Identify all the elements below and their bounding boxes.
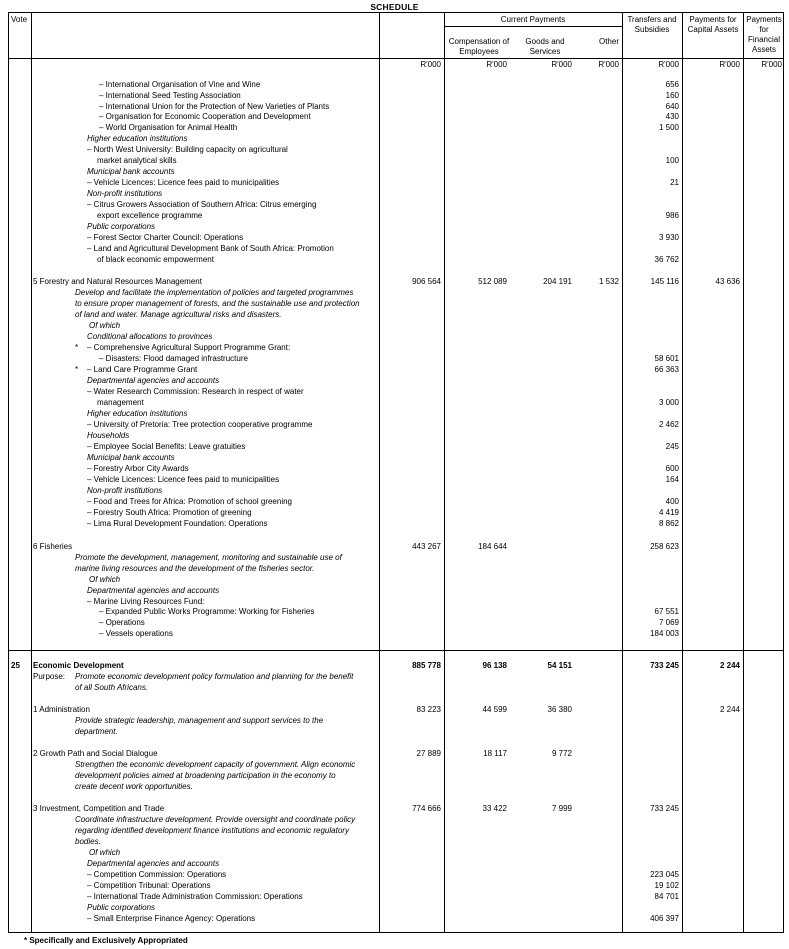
row-label: regarding identified development finance institutions and economic regulatory (75, 826, 349, 835)
row-label: development policies aimed at broadening participation in the economy to (75, 771, 336, 780)
row-label: – Forestry Arbor City Awards (87, 464, 189, 473)
row-label: Develop and facilitate the implementation of policies and targeted programmes (75, 288, 354, 297)
cell-total: 906 564 (412, 277, 441, 286)
cell-cap: 43 636 (715, 277, 740, 286)
row-label: Provide strategic leadership, management and support services to the (75, 716, 324, 725)
row-label: Strengthen the economic development capacity of government. Align economic (75, 760, 356, 769)
row-label: – Disasters: Flood damaged infrastructure (99, 354, 248, 363)
cell-total: 27 889 (416, 749, 441, 758)
unit-goods: R'000 (551, 60, 572, 69)
cell-tr: 160 (665, 91, 679, 100)
row-label: Purpose: (33, 672, 66, 681)
cell-tr: 986 (665, 211, 679, 220)
cell-goods: 7 999 (551, 804, 572, 813)
cell-tr: 67 551 (654, 607, 679, 616)
row-label: bodies. (75, 837, 101, 846)
cell-tr: 3 000 (658, 398, 679, 407)
cell-tr: 21 (670, 178, 679, 187)
row-label: Higher education institutions (87, 409, 188, 418)
row-label: – Operations (99, 618, 145, 627)
row-label: – Vehicle Licences: Licence fees paid to municipalities (87, 178, 280, 187)
cell-cap: 2 244 (719, 705, 740, 714)
row-label: 1 Administration (33, 705, 90, 714)
vote-number: 25 (11, 661, 20, 670)
unit-transfers: R'000 (658, 60, 679, 69)
schedule-title: SCHEDULE (370, 2, 419, 12)
row-label: Promote economic development policy formulation and planning for the benefit (75, 672, 354, 681)
footnote: * Specifically and Exclusively Appropriated (24, 936, 188, 945)
cell-comp: 512 089 (478, 277, 507, 286)
cell-tr: 66 363 (654, 365, 679, 374)
appropriation-marker: * (75, 343, 79, 352)
cell-tr: 400 (665, 497, 679, 506)
row-label: Non-profit institutions (87, 189, 163, 198)
cell-tr: 145 116 (650, 277, 679, 286)
row-label: Coordinate infrastructure development. Provide oversight and coordinate policy (75, 815, 356, 824)
row-label: – Organisation for Economic Cooperation and Development (99, 112, 311, 121)
row-label: Municipal bank accounts (87, 453, 175, 462)
unit-other: R'000 (598, 60, 619, 69)
cell-tr: 656 (665, 80, 679, 89)
cell-goods: 36 380 (547, 705, 572, 714)
row-label: Municipal bank accounts (87, 167, 175, 176)
cell-tr: 19 102 (654, 881, 679, 890)
cell-tr: 36 762 (654, 255, 679, 264)
row-label: – Forestry South Africa: Promotion of greening (87, 508, 252, 517)
cell-tr: 58 601 (654, 354, 679, 363)
row-label: Economic Development (33, 661, 124, 670)
row-label: – Food and Trees for Africa: Promotion of school greening (87, 497, 293, 506)
cell-tr: 733 245 (650, 804, 679, 813)
row-label: – International Trade Administration Commission: Operations (87, 892, 303, 901)
cell-tr: 4 419 (658, 508, 679, 517)
cell-cap: 2 244 (719, 661, 740, 670)
row-label: – Competition Tribunal: Operations (87, 881, 211, 890)
row-label: – International Seed Testing Association (99, 91, 241, 100)
row-label: – Expanded Public Works Programme: Working for Fisheries (99, 607, 315, 616)
row-label: 6 Fisheries (33, 542, 73, 551)
cell-total: 885 778 (412, 661, 441, 670)
cell-comp: 18 117 (483, 749, 507, 758)
cell-tr: 733 245 (650, 661, 679, 670)
unit-financial: R'000 (761, 60, 782, 69)
cell-tr: 600 (665, 464, 679, 473)
row-label: – Vehicle Licences: Licence fees paid to municipalities (87, 475, 280, 484)
row-label: market analytical skills (97, 156, 177, 165)
financial-header: Payments for Financial Assets (746, 15, 782, 54)
row-label: – North West University: Building capacity on agricultural (87, 145, 288, 154)
row-label: Departmental agencies and accounts (87, 859, 220, 868)
row-label: Of which (89, 575, 121, 584)
cell-tr: 1 500 (658, 123, 679, 132)
cell-other: 1 532 (598, 277, 619, 286)
cell-comp: 33 422 (482, 804, 507, 813)
cell-tr: 8 862 (658, 519, 679, 528)
row-label: – Lima Rural Development Foundation: Operations (87, 519, 268, 528)
cell-tr: 245 (665, 442, 679, 451)
row-label: – Land and Agricultural Development Bank of South Africa: Promotion (87, 244, 334, 253)
cell-tr: 164 (665, 475, 679, 484)
vote-header: Vote (11, 15, 28, 24)
cell-goods: 54 151 (547, 661, 572, 670)
row-label: – Forest Sector Charter Council: Operations (87, 233, 244, 242)
unit-total: R'000 (420, 60, 441, 69)
row-label: Public corporations (87, 222, 156, 231)
row-label: 2 Growth Path and Social Dialogue (33, 749, 158, 758)
row-label: – Citrus Growers Association of Southern Africa: Citrus emerging (87, 200, 317, 209)
row-label: of land and water. Manage agricultural risks and disasters. (75, 310, 282, 319)
row-label: – Land Care Programme Grant (87, 365, 198, 374)
capital-header: Payments for Capital Assets (687, 15, 739, 34)
current-payments-header: Current Payments (500, 15, 566, 24)
cell-tr: 184 003 (650, 629, 679, 638)
row-label: marine living resources and the development of the fisheries sector. (75, 564, 315, 573)
cell-tr: 7 069 (658, 618, 679, 627)
cell-tr: 406 397 (650, 914, 679, 923)
cell-total: 83 223 (416, 705, 441, 714)
row-label: – Employee Social Benefits: Leave gratuities (87, 442, 246, 451)
unit-capital: R'000 (719, 60, 740, 69)
row-label: create decent work opportunities. (75, 782, 193, 791)
row-label: Conditional allocations to provinces (87, 332, 213, 341)
row-label: – International Union for the Protection of New Varieties of Plants (99, 102, 330, 111)
row-label: – International Organisation of Vine and Wine (99, 80, 261, 89)
row-label: Higher education institutions (87, 134, 188, 143)
cell-goods: 9 772 (551, 749, 572, 758)
row-label: Households (87, 431, 130, 440)
row-label: Departmental agencies and accounts (87, 376, 220, 385)
cell-total: 443 267 (412, 542, 441, 551)
cell-comp: 44 599 (482, 705, 507, 714)
row-label: Departmental agencies and accounts (87, 586, 220, 595)
row-label: 5 Forestry and Natural Resources Management (33, 277, 202, 286)
cell-comp: 184 644 (478, 542, 507, 551)
other-header: Other (598, 37, 619, 46)
row-label: – Comprehensive Agricultural Support Programme Grant: (87, 343, 291, 352)
row-label: Non-profit institutions (87, 486, 163, 495)
row-label: – Small Enterprise Finance Agency: Operations (87, 914, 256, 923)
appropriation-marker: * (75, 365, 79, 374)
cell-goods: 204 191 (543, 277, 572, 286)
unit-comp: R'000 (486, 60, 507, 69)
cell-tr: 84 701 (654, 892, 679, 901)
row-label: Promote the development, management, monitoring and sustainable use of (75, 553, 342, 562)
row-label: of black economic empowerment (97, 255, 214, 264)
row-label: Of which (89, 848, 121, 857)
row-label: export excellence programme (97, 211, 203, 220)
comp-header: Compensation of Employees (448, 37, 510, 56)
cell-tr: 100 (665, 156, 679, 165)
transfers-header: Transfers and Subsidies (627, 15, 677, 34)
row-label: – Vessels operations (99, 629, 173, 638)
row-label: Of which (89, 321, 121, 330)
row-label: of all South Africans. (75, 683, 149, 692)
cell-tr: 258 623 (650, 542, 679, 551)
schedule-table (8, 12, 784, 933)
row-label: to ensure proper management of forests, and the sustainable use and protection (75, 299, 360, 308)
cell-tr: 3 930 (658, 233, 679, 242)
row-label: – University of Pretoria: Tree protection cooperative programme (87, 420, 313, 429)
row-label: management (97, 398, 144, 407)
row-label: Public corporations (87, 903, 156, 912)
row-label: 3 Investment, Competition and Trade (33, 804, 165, 813)
row-label: department. (75, 727, 118, 736)
row-label: – Marine Living Resources Fund: (87, 597, 205, 606)
cell-tr: 430 (665, 112, 679, 121)
cell-total: 774 666 (412, 804, 441, 813)
cell-tr: 223 045 (650, 870, 679, 879)
cell-comp: 96 138 (482, 661, 507, 670)
cell-tr: 640 (665, 102, 679, 111)
row-label: – Water Research Commission: Research in respect of water (87, 387, 304, 396)
row-label: – World Organisation for Animal Health (99, 123, 238, 132)
goods-header: Goods and Services (525, 37, 565, 56)
cell-tr: 2 462 (658, 420, 679, 429)
row-label: – Competition Commission: Operations (87, 870, 227, 879)
